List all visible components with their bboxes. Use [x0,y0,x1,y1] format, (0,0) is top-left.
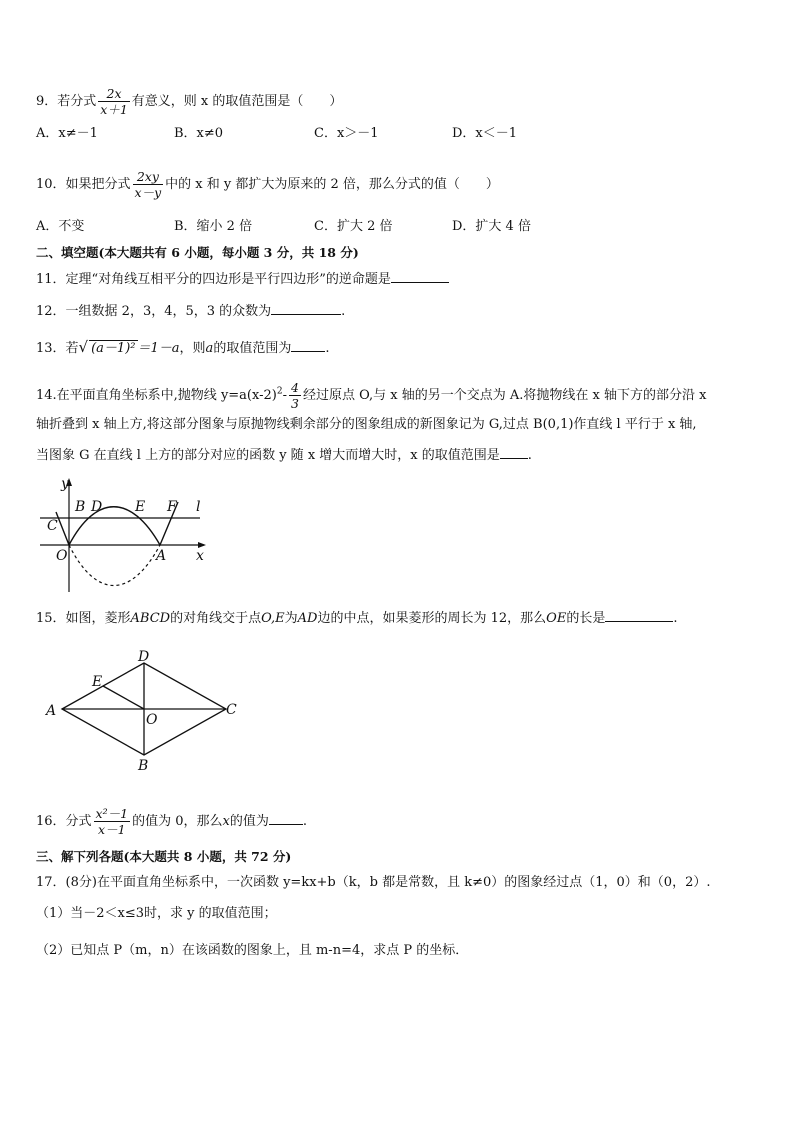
label-b: B [75,499,86,515]
q9-frac-den: x＋1 [100,102,128,117]
q13-answer-blank[interactable] [291,339,325,352]
q9-option-a: A．x≠－1 [36,126,98,141]
q9-post: 有意义，则 x 的取值范围是（ ） [131,94,343,109]
q14-frac-num: 4 [290,380,299,395]
q14-line-3: 当图象 G 在直线 l 上方的部分对应的函数 y 随 x 增大而增大时，x 的取值范围是 . [36,448,532,463]
q16-pre: 16．分式 [36,814,92,829]
q14-line-3-text: 当图象 G 在直线 l 上方的部分对应的函数 y 随 x 增大而增大时，x 的取值范围是 [36,448,500,463]
q14-pre: 14.在平面直角坐标系中,抛物线 y=a(x-2) [36,388,277,403]
q10-fraction [133,169,164,200]
label-e: E [92,674,103,690]
q16-fraction [94,806,131,837]
label-y: y [61,476,69,492]
q10-pre: 10．如果把分式 [36,177,131,192]
q13-eq: ＝1－a [137,341,180,356]
q9-frac-num: 2x [106,86,122,101]
label-f: F [167,499,177,515]
q16-frac-num: x²－1 [95,806,129,821]
q15-pre: 15．如图，菱形 [36,611,131,626]
q14-answer-blank[interactable] [500,446,528,459]
q14-line-1 [36,380,706,411]
q15-answer-blank[interactable] [605,609,673,622]
q11-answer-blank[interactable] [391,270,449,283]
label-a: A [46,703,57,719]
q14-sup: 2 [276,386,283,397]
segment-oe [103,686,144,709]
q15-ad: AD [297,611,318,626]
q16-var: x [222,814,230,829]
q15-oe: O,E [261,611,285,626]
label-d: D [91,499,103,515]
q17-stem: 17．(8分)在平面直角坐标系中，一次函数 y=kx+b（k，b 都是常数，且 k≠0）的图象经过点（1，0）和（0，2）. [36,875,711,890]
q15-mid1: 的对角线交于点 [170,611,262,626]
q17-part-1: （1）当－2＜x≤3时，求 y 的取值范围； [36,906,277,921]
section-2-heading: 二、填空题(本大题共有 6 小题，每小题 3 分，共 18 分) [36,245,359,260]
q15-abcd: ABCD [130,611,171,626]
q11 [36,270,449,289]
q9-option-c: C．x＞－1 [314,126,379,141]
q10-post: 中的 x 和 y 都扩大为原来的 2 倍，那么分式的值（ ） [165,177,499,192]
q13-post: 的取值范围为 [213,341,292,356]
q15-rhombus-figure [40,646,250,776]
q16-frac-den: x－1 [94,821,131,837]
graph-g-left-branch [56,512,69,545]
q16-mid: 的值为 0，那么 [132,814,223,829]
label-b: B [138,758,149,774]
q13-mid: ，则 [179,341,206,356]
q15-oe2: OE [546,611,567,626]
q10-option-c: C．扩大 2 倍 [314,219,393,234]
label-l: l [196,499,201,515]
q15-mid2: 为 [284,611,298,626]
q15-mid3: 边的中点，如果菱形的周长为 12，那么 [317,611,547,626]
q10-option-a: A．不变 [36,219,85,234]
label-a: A [156,548,167,564]
label-c: C [226,702,237,718]
q15: 15．如图，菱形ABCD的对角线交于点O,E为AD边的中点，如果菱形的周长为 12，那么OE的长是 . [36,611,678,626]
q17-part-2: （2）已知点 P（m，n）在该函数的图象上，且 m-n=4，求点 P 的坐标． [36,943,469,958]
section-3-heading: 三、解下列各题(本大题共 8 小题，共 72 分) [36,849,292,864]
q14-fraction [289,380,301,411]
q10-frac-num: 2xy [136,169,159,184]
q16-post: 的值为 [229,814,269,829]
sqrt-icon: √ [78,338,89,356]
q10-option-b: B．缩小 2 倍 [174,219,253,234]
q14-post: 经过原点 O,与 x 轴的另一个交点为 A.将抛物线在 x 轴下方的部分沿 x [302,388,707,403]
q14-frac-den: 3 [290,396,299,411]
q13-radicand: (a－1)² [91,341,136,356]
q12-text: 12．一组数据 2，3，4，5，3 的众数为 [36,304,272,319]
q16-answer-blank[interactable] [269,812,303,825]
q10-stem [36,169,499,200]
q9-fraction [98,86,130,117]
q9-option-d: D．x＜－1 [452,126,518,141]
q13: 13．若√ (a－1)² ＝1－a，则a的取值范围为 . [36,338,330,356]
label-e: E [135,499,146,515]
q16: 16．分式 $\frac{\text{x²－1}}{x-1}$ 的值为 0，那么x的值为 . [36,806,307,837]
original-parabola-dashed [69,545,160,586]
q14-parabola-graph [36,474,216,594]
q14-line-2: 轴折叠到 x 轴上方,将这部分图象与原抛物线剩余部分的图象组成的新图象记为 G,过点 B(0,1)作直线 l 平行于 x 轴, [36,417,697,432]
label-o: O [146,712,158,728]
q13-pre: 13．若 [36,341,79,356]
q9-option-b: B．x≠0 [174,126,224,141]
q9-stem [36,86,342,117]
label-c: C [47,518,58,534]
q10-option-d: D．扩大 4 倍 [452,219,531,234]
q15-post: 的长是 [566,611,606,626]
q13-var: a [205,341,214,356]
q11-text: 11．定理“对角线互相平分的四边形是平行四边形”的逆命题是 [36,272,391,287]
label-o: O [56,548,68,564]
q12-answer-blank[interactable] [271,302,341,315]
q14-minus: - [282,388,287,403]
q9-pre: 9．若分式 [36,94,97,109]
q12: 12．一组数据 2，3，4，5，3 的众数为 . [36,304,346,319]
q10-frac-den: x－y [134,185,162,200]
label-d: D [138,649,150,665]
label-x: x [196,548,204,564]
